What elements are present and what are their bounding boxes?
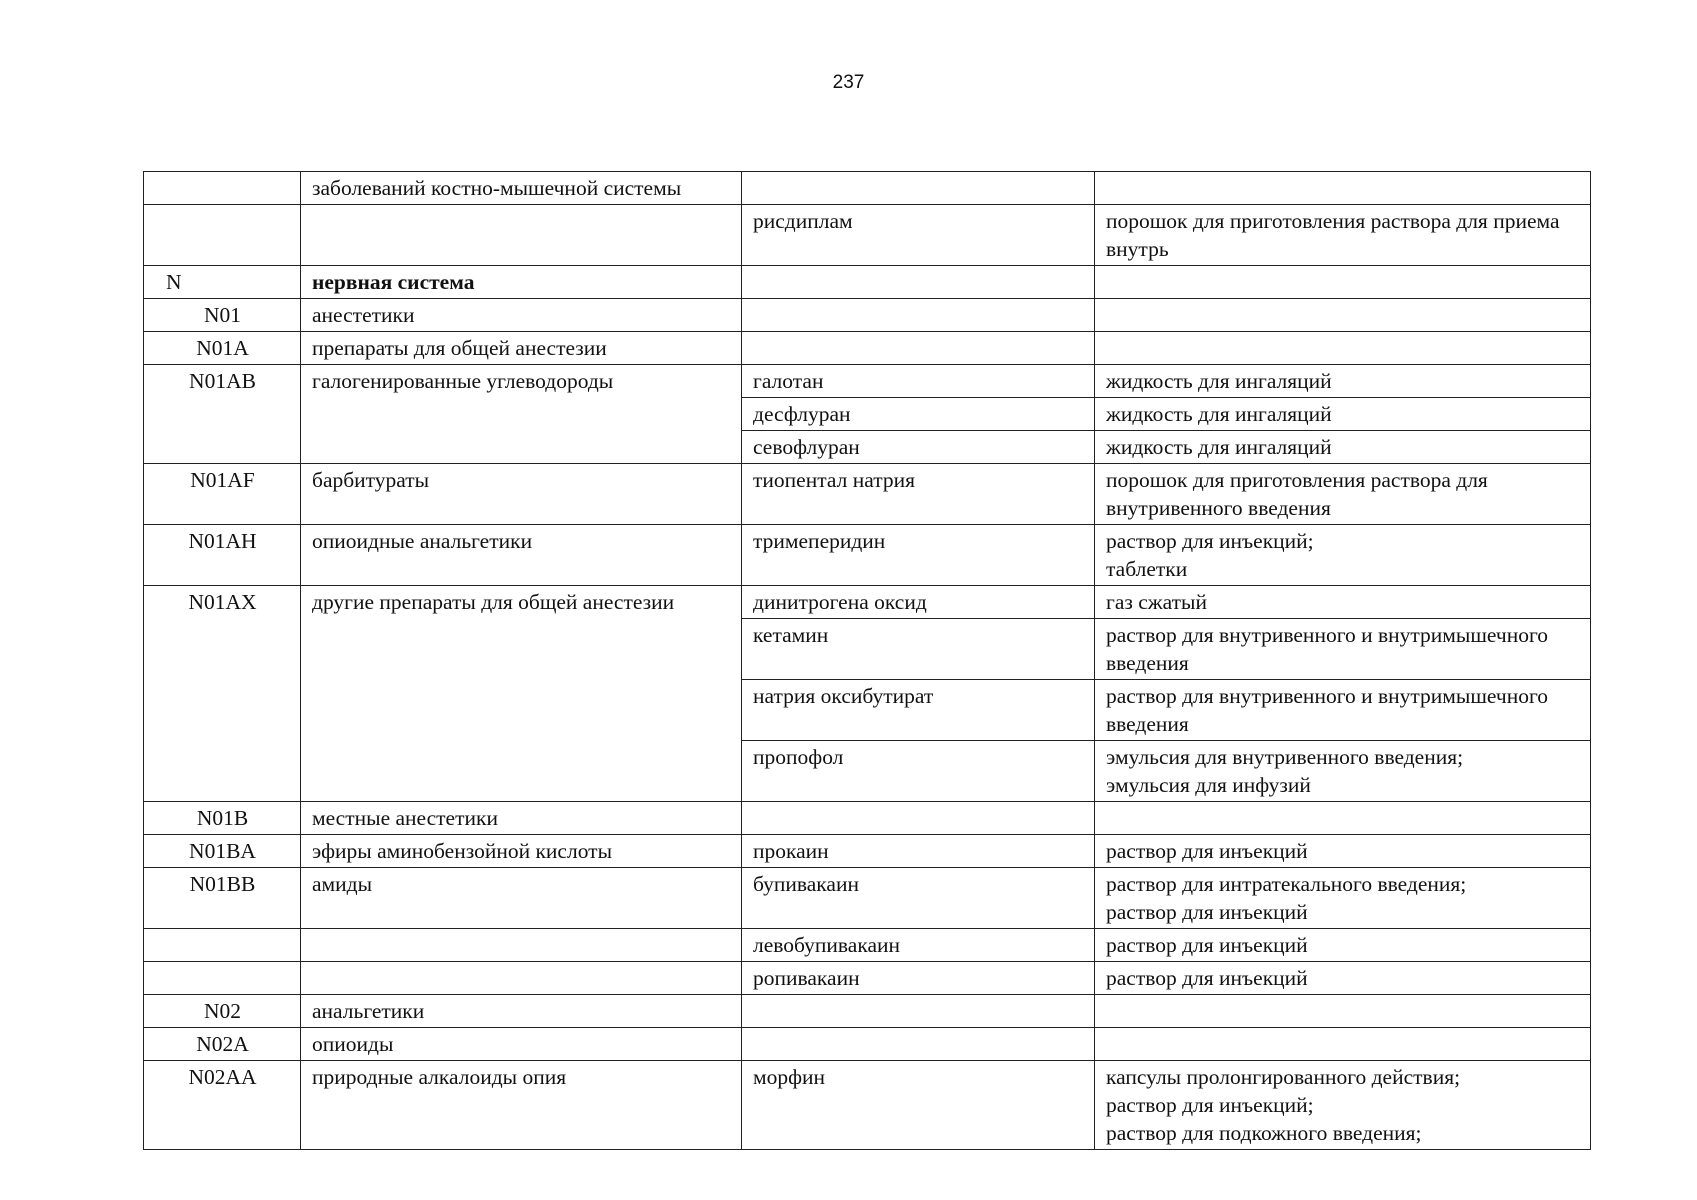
dosage-form-cell	[1095, 929, 1591, 962]
drug-name-cell: прокаин	[742, 835, 1095, 868]
dosage-form-line: раствор для инъекций	[1106, 966, 1308, 990]
dosage-form-line: жидкость для ингаляций	[1106, 369, 1332, 393]
atc-code-cell: N01BB	[144, 868, 301, 929]
atc-code-cell: N01AF	[144, 464, 301, 525]
anatomical-therapeutic-group-cell	[301, 962, 742, 995]
dosage-form-cell	[1095, 398, 1591, 431]
drug-name-cell: галотан	[742, 365, 1095, 398]
drug-name-cell: кетамин	[742, 619, 1095, 680]
dosage-form-line: раствор для инъекций	[1106, 839, 1308, 863]
dosage-form-line: раствор для интратекального введения;	[1106, 872, 1467, 896]
atc-code-cell	[144, 929, 301, 962]
anatomical-therapeutic-group-cell: эфиры аминобензойной кислоты	[301, 835, 742, 868]
atc-code-cell: N01A	[144, 332, 301, 365]
dosage-form-cell	[1095, 332, 1591, 365]
dosage-form-cell	[1095, 586, 1591, 619]
dosage-form-line: капсулы пролонгированного действия;	[1106, 1065, 1461, 1089]
drug-name-cell: морфин	[742, 1061, 1095, 1150]
drug-name-cell: тиопентал натрия	[742, 464, 1095, 525]
drug-name-cell: пропофол	[742, 741, 1095, 802]
table-row	[144, 299, 1591, 332]
table-row	[144, 365, 1591, 398]
anatomical-therapeutic-group-cell: опиоидные анальгетики	[301, 525, 742, 586]
anatomical-therapeutic-group-cell: другие препараты для общей анестезии	[301, 586, 742, 802]
dosage-form-line: раствор для внутривенного и внутримышечного введения	[1106, 623, 1549, 675]
dosage-form-line: жидкость для ингаляций	[1106, 435, 1332, 459]
table-row	[144, 868, 1591, 929]
dosage-form-cell	[1095, 266, 1591, 299]
table-row	[144, 266, 1591, 299]
dosage-form-line: эмульсия для инфузий	[1106, 773, 1311, 797]
drug-name-cell: севофлуран	[742, 431, 1095, 464]
anatomical-therapeutic-group-cell: препараты для общей анестезии	[301, 332, 742, 365]
table-row	[144, 332, 1591, 365]
anatomical-therapeutic-group-cell: галогенированные углеводороды	[301, 365, 742, 464]
table-row	[144, 962, 1591, 995]
dosage-form-cell	[1095, 995, 1591, 1028]
atc-code-cell: N	[144, 266, 301, 299]
anatomical-therapeutic-group-cell	[301, 929, 742, 962]
table-row	[144, 802, 1591, 835]
dosage-form-cell	[1095, 431, 1591, 464]
drug-name-cell	[742, 995, 1095, 1028]
anatomical-therapeutic-group-cell: заболеваний костно-мышечной системы	[301, 172, 742, 205]
drug-name-cell	[742, 299, 1095, 332]
dosage-form-cell	[1095, 962, 1591, 995]
dosage-form-line: порошок для приготовления раствора для внутривенного введения	[1106, 468, 1488, 520]
atc-code-cell: N01AX	[144, 586, 301, 802]
dosage-form-cell	[1095, 1061, 1591, 1150]
dosage-form-cell	[1095, 205, 1591, 266]
drug-name-cell: ропивакаин	[742, 962, 1095, 995]
drug-name-cell: левобупивакаин	[742, 929, 1095, 962]
anatomical-therapeutic-group-cell: нервная система	[301, 266, 742, 299]
dosage-form-cell	[1095, 1028, 1591, 1061]
dosage-form-cell	[1095, 365, 1591, 398]
atc-code-cell: N01AB	[144, 365, 301, 464]
drug-name-cell: тримеперидин	[742, 525, 1095, 586]
dosage-form-line: раствор для инъекций	[1106, 933, 1308, 957]
anatomical-therapeutic-group-cell: амиды	[301, 868, 742, 929]
anatomical-therapeutic-group-cell: природные алкалоиды опия	[301, 1061, 742, 1150]
atc-code-cell: N01	[144, 299, 301, 332]
dosage-form-cell	[1095, 835, 1591, 868]
table-row	[144, 995, 1591, 1028]
dosage-form-cell	[1095, 802, 1591, 835]
drug-name-cell: динитрогена оксид	[742, 586, 1095, 619]
table-row	[144, 1061, 1591, 1150]
drug-name-cell: бупивакаин	[742, 868, 1095, 929]
dosage-form-line: жидкость для ингаляций	[1106, 402, 1332, 426]
table-row	[144, 929, 1591, 962]
atc-code-cell: N02AA	[144, 1061, 301, 1150]
dosage-form-line: раствор для внутривенного и внутримышечного введения	[1106, 684, 1549, 736]
table-row	[144, 586, 1591, 619]
dosage-form-cell	[1095, 464, 1591, 525]
anatomical-therapeutic-group-cell: опиоиды	[301, 1028, 742, 1061]
drug-name-cell: рисдиплам	[742, 205, 1095, 266]
table-row	[144, 172, 1591, 205]
atc-code-cell: N02A	[144, 1028, 301, 1061]
dosage-form-line: эмульсия для внутривенного введения;	[1106, 745, 1464, 769]
page-number: 237	[832, 72, 865, 93]
drug-name-cell: десфлуран	[742, 398, 1095, 431]
drug-name-cell	[742, 266, 1095, 299]
drug-name-cell	[742, 802, 1095, 835]
dosage-form-line: раствор для инъекций;	[1106, 1093, 1314, 1117]
anatomical-therapeutic-group-cell: анальгетики	[301, 995, 742, 1028]
atc-code-cell	[144, 172, 301, 205]
dosage-form-line: раствор для инъекций	[1106, 900, 1308, 924]
drug-name-cell	[742, 1028, 1095, 1061]
drug-name-cell	[742, 172, 1095, 205]
table-row	[144, 835, 1591, 868]
atc-code-cell: N02	[144, 995, 301, 1028]
dosage-form-cell	[1095, 619, 1591, 680]
atc-code-cell	[144, 205, 301, 266]
atc-code-cell: N01B	[144, 802, 301, 835]
dosage-form-cell	[1095, 299, 1591, 332]
dosage-form-cell	[1095, 741, 1591, 802]
dosage-form-cell	[1095, 172, 1591, 205]
table-row	[144, 1028, 1591, 1061]
dosage-form-cell	[1095, 680, 1591, 741]
anatomical-therapeutic-group-cell: местные анестетики	[301, 802, 742, 835]
drug-classification-table	[143, 171, 1591, 1150]
table-row	[144, 205, 1591, 266]
dosage-form-line: раствор для подкожного введения;	[1106, 1121, 1422, 1145]
drug-name-cell: натрия оксибутират	[742, 680, 1095, 741]
drug-name-cell	[742, 332, 1095, 365]
table-row	[144, 464, 1591, 525]
anatomical-therapeutic-group-cell	[301, 205, 742, 266]
atc-code-cell: N01BA	[144, 835, 301, 868]
dosage-form-line: газ сжатый	[1106, 590, 1207, 614]
dosage-form-line: таблетки	[1106, 557, 1188, 581]
anatomical-therapeutic-group-cell: барбитураты	[301, 464, 742, 525]
dosage-form-line: раствор для инъекций;	[1106, 529, 1314, 553]
atc-code-cell: N01AH	[144, 525, 301, 586]
dosage-form-line: порошок для приготовления раствора для приема внутрь	[1106, 209, 1560, 261]
table-row	[144, 525, 1591, 586]
atc-code-cell	[144, 962, 301, 995]
anatomical-therapeutic-group-cell: анестетики	[301, 299, 742, 332]
dosage-form-cell	[1095, 868, 1591, 929]
dosage-form-cell	[1095, 525, 1591, 586]
